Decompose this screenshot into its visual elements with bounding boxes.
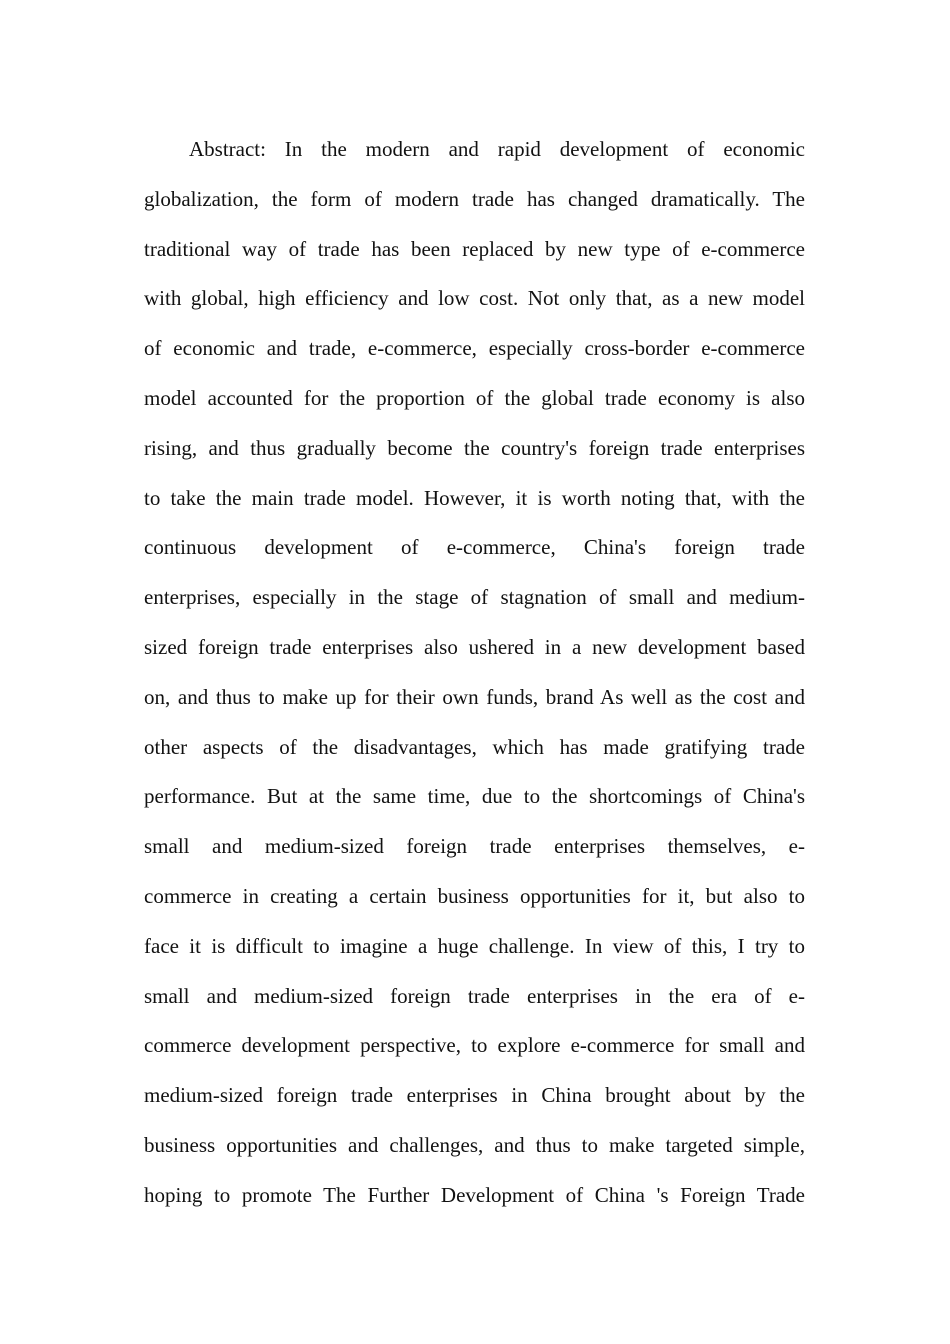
abstract-line: small and medium-sized foreign trade enterprises themselves, e- <box>144 834 805 859</box>
abstract-line: of economic and trade, e-commerce, especially cross-border e-commerce <box>144 336 805 361</box>
abstract-line: model accounted for the proportion of the global trade economy is also <box>144 385 805 410</box>
abstract-line: continuous development of e-commerce, China's foreign trade <box>144 535 805 560</box>
abstract-line: with global, high efficiency and low cost. Not only that, as a new model <box>144 286 805 311</box>
abstract-line: globalization, the form of modern trade has changed dramatically. The <box>144 186 805 211</box>
abstract-line: Abstract: In the modern and rapid development of economic <box>189 137 805 161</box>
abstract-line: other aspects of the disadvantages, which has made gratifying trade <box>144 734 805 759</box>
abstract-line: medium-sized foreign trade enterprises in China brought about by the <box>144 1083 805 1108</box>
abstract-line: business opportunities and challenges, and thus to make targeted simple, <box>144 1132 805 1157</box>
abstract-line: commerce development perspective, to explore e-commerce for small and <box>144 1033 805 1058</box>
abstract-line: commerce in creating a certain business opportunities for it, but also to <box>144 883 805 908</box>
abstract-line: to take the main trade model. However, it is worth noting that, with the <box>144 485 805 510</box>
abstract-line: enterprises, especially in the stage of stagnation of small and medium- <box>144 585 805 610</box>
abstract-line: sized foreign trade enterprises also ushered in a new development based <box>144 634 805 659</box>
abstract-line: performance. But at the same time, due to the shortcomings of China's <box>144 784 805 809</box>
abstract-paragraph <box>144 125 805 1221</box>
abstract-line: rising, and thus gradually become the country's foreign trade enterprises <box>144 435 805 460</box>
abstract-line: traditional way of trade has been replaced by new type of e-commerce <box>144 236 805 261</box>
abstract-line: small and medium-sized foreign trade enterprises in the era of e- <box>144 983 805 1008</box>
abstract-line: on, and thus to make up for their own funds, brand As well as the cost and <box>144 684 805 709</box>
abstract-line: face it is difficult to imagine a huge challenge. In view of this, I try to <box>144 933 805 958</box>
abstract-line: hoping to promote The Further Development of China 's Foreign Trade <box>144 1182 805 1207</box>
